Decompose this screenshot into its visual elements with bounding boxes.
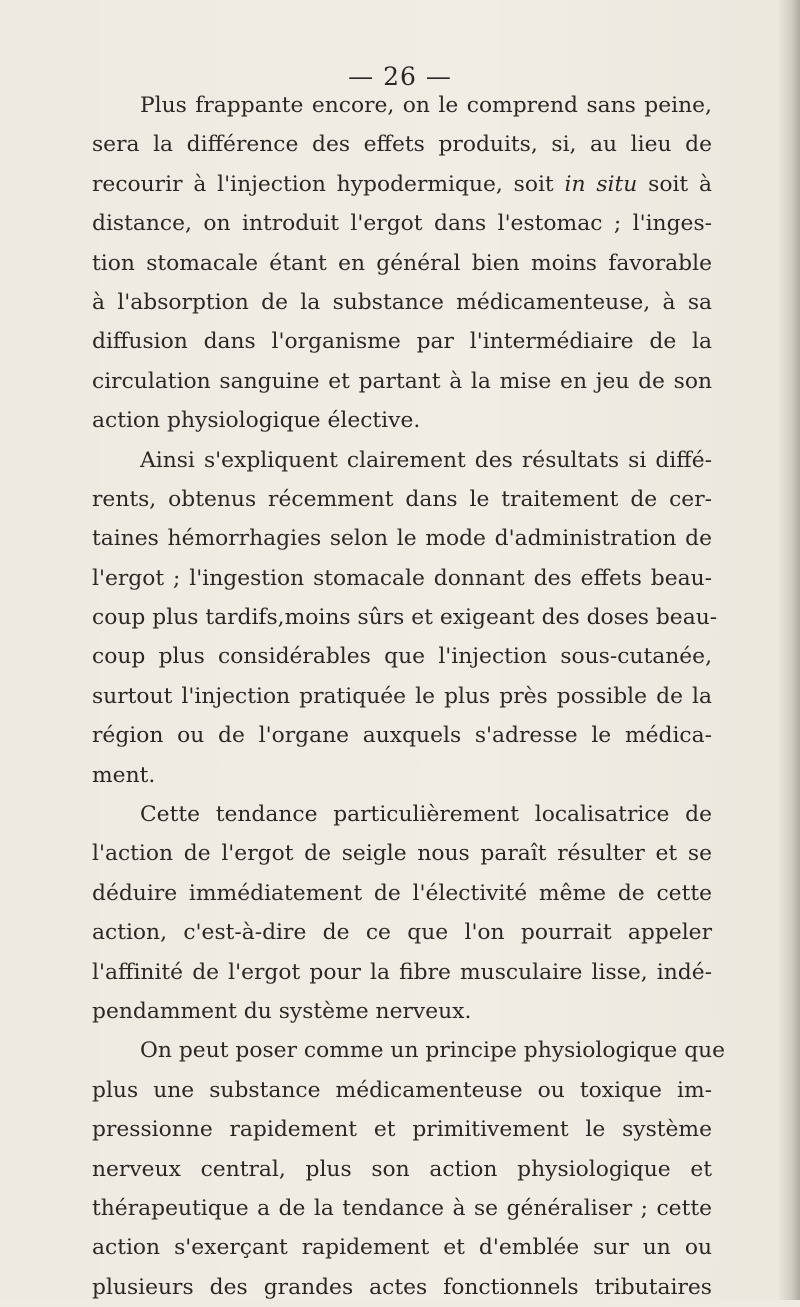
text-line — [92, 204, 712, 243]
text-line — [92, 677, 712, 716]
line-text: Cette tendance particulièrement localisatrice de — [140, 802, 712, 828]
line-text: circulation sanguine et partant à la mise en jeu de son — [92, 368, 712, 394]
line-text: Ainsi s'expliquent clairement des résultats si diffé- — [140, 447, 712, 473]
text-line — [92, 559, 712, 598]
line-text: action, c'est-à-dire de ce que l'on pourrait appeler — [92, 920, 712, 946]
text-line — [92, 756, 712, 795]
line-text: tion stomacale étant en général bien moins favorable — [92, 250, 712, 276]
line-text: nerveux central, plus son action physiologique et — [92, 1156, 712, 1182]
text-line — [92, 362, 712, 401]
text-line — [92, 1268, 712, 1307]
text-line — [92, 1189, 712, 1228]
text-line — [92, 1228, 712, 1267]
text-line — [92, 874, 712, 913]
text-line — [92, 1031, 726, 1070]
line-text: coup plus tardifs,moins sûrs et exigeant des doses beau- — [92, 605, 718, 631]
text-line — [92, 480, 712, 519]
text-line — [92, 913, 712, 952]
line-text: région ou de l'organe auxquels s'adresse le médica- — [92, 723, 712, 749]
text-line — [92, 519, 712, 558]
text-line — [92, 1150, 712, 1189]
line-text: diffusion dans l'organisme par l'intermédiaire de la — [92, 329, 712, 355]
line-text: pressionne rapidement et primitivement le système — [92, 1117, 712, 1143]
line-text: ment. — [92, 762, 156, 788]
text-line — [92, 401, 712, 440]
line-text: surtout l'injection pratiquée le plus près possible de la — [92, 683, 712, 709]
text-line — [92, 1110, 712, 1149]
line-text: plus une substance médicamenteuse ou toxique im- — [92, 1077, 712, 1103]
page-number: — 26 — — [348, 62, 452, 91]
line-text: à l'absorption de la substance médicamenteuse, à sa — [92, 289, 712, 315]
text-line — [92, 125, 712, 164]
text-line — [92, 598, 718, 637]
line-text: coup plus considérables que l'injection sous-cutanée, — [92, 644, 712, 670]
line-text: Plus frappante encore, on le comprend sans peine, — [140, 93, 712, 118]
text-line — [92, 795, 712, 834]
line-text: On peut poser comme un principe physiologique que — [140, 1038, 726, 1064]
line-text: recourir à l'injection hypodermique, soit — [92, 171, 565, 197]
text-line — [92, 441, 712, 480]
line-text: l'ergot ; l'ingestion stomacale donnant des effets beau- — [92, 565, 712, 591]
text-line — [92, 637, 712, 676]
text-line — [92, 953, 712, 992]
line-text: plusieurs des grandes actes fonctionnels tributaires — [92, 1274, 712, 1300]
text-line — [92, 165, 712, 204]
text-line — [92, 834, 712, 873]
text-line — [92, 322, 712, 361]
text-line — [92, 283, 712, 322]
text-line — [92, 1071, 712, 1110]
line-text: action physiologique élective. — [92, 408, 421, 434]
line-text: l'affinité de l'ergot pour la fibre musculaire lisse, indé- — [92, 959, 712, 985]
page-edge-shadow — [778, 0, 800, 1300]
text-line — [92, 244, 712, 283]
text-line — [92, 992, 712, 1031]
line-text: taines hémorrhagies selon le mode d'administration de — [92, 526, 712, 552]
line-text: pendamment du système nerveux. — [92, 998, 472, 1024]
line-text: distance, on introduit l'ergot dans l'estomac ; l'inges- — [92, 211, 712, 237]
line-text: thérapeutique a de la tendance à se généraliser ; cette — [92, 1195, 712, 1221]
text-line — [92, 716, 712, 755]
body-text — [92, 86, 726, 1307]
text-line — [92, 86, 712, 125]
line-text: rents, obtenus récemment dans le traitement de cer- — [92, 486, 712, 512]
line-text: l'action de l'ergot de seigle nous paraît résulter et se — [92, 841, 712, 867]
line-text-after: soit à — [637, 171, 712, 197]
line-text: sera la différence des effets produits, si, au lieu de — [92, 132, 712, 158]
line-italic-text: in situ — [564, 171, 638, 197]
line-text: action s'exerçant rapidement et d'emblée sur un ou — [92, 1235, 712, 1261]
line-text: déduire immédiatement de l'électivité même de cette — [92, 880, 712, 906]
